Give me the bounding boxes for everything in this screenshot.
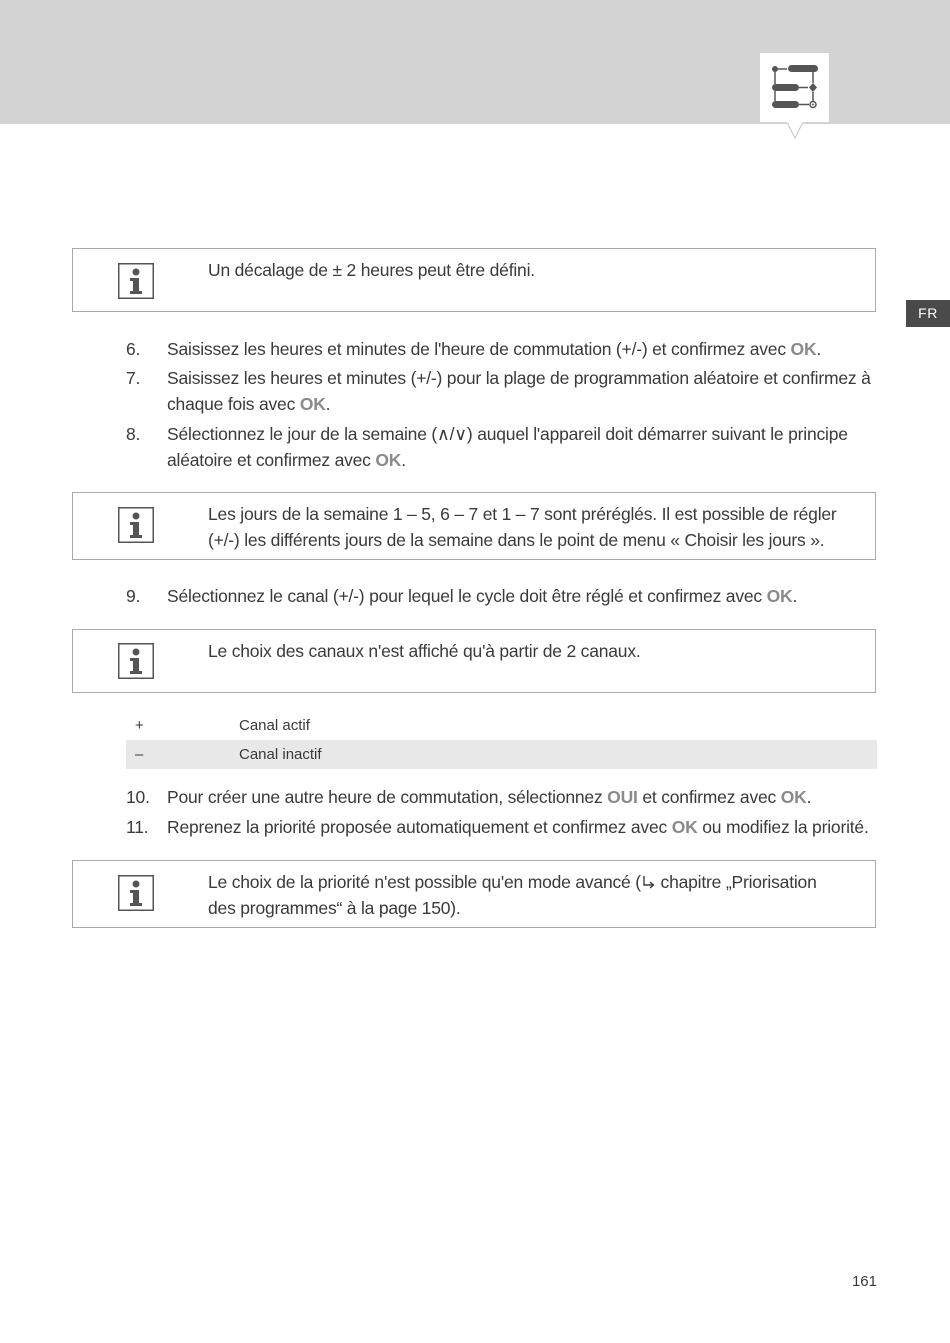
step-text-end: . (325, 394, 331, 414)
step-text: Saisissez les heures et minutes de l'heure de commutation (+/-) et confirmez avec (167, 339, 791, 359)
legend-label: Canal actif (239, 717, 310, 734)
note-text (208, 869, 848, 921)
step-text: Sélectionnez le canal (+/-) pour lequel le cycle doit être réglé et confirmez avec (167, 586, 767, 606)
oui-key-label: OUI (607, 787, 638, 807)
note-text-start: Le choix de la priorité n'est possible qu'en mode avancé ( (208, 872, 641, 892)
step-text: Pour créer une autre heure de commutation, sélectionnez (167, 787, 608, 807)
reference-arrow-icon[interactable] (641, 875, 656, 890)
step-number: 8. (126, 424, 141, 444)
ok-key-label: OK (671, 817, 698, 837)
language-tab: FR (906, 300, 950, 327)
step-text-end: . (816, 339, 822, 359)
page-number: 161 (851, 1273, 877, 1290)
ok-key-label: OK (375, 450, 402, 470)
step-number: 10. (126, 787, 150, 807)
info-icon (118, 263, 154, 299)
step-text-end: ou modifiez la priorité. (697, 817, 869, 837)
legend-row-inactive (126, 740, 877, 769)
legend-row-active (126, 711, 877, 740)
ok-key-label: OK (299, 394, 326, 414)
legend-label: Canal inactif (239, 746, 322, 763)
step-text-end: . (792, 586, 798, 606)
info-note (72, 860, 876, 928)
note-text: Le choix des canaux n'est affiché qu'à partir de 2 canaux. (208, 641, 641, 661)
chapter-reference-link[interactable]: chapitre „Priorisation des programmes“ à la page 150). (208, 872, 817, 918)
ok-key-label: OK (766, 586, 793, 606)
info-note (72, 629, 876, 693)
step-number: 6. (126, 339, 141, 359)
info-note (72, 492, 876, 560)
step-text: Saisissez les heures et minutes (+/-) pour la plage de programmation aléatoire et confirmez à chaque fois avec (167, 368, 871, 414)
info-icon (118, 507, 154, 543)
info-icon (118, 875, 154, 911)
legend-symbol: + (135, 717, 144, 734)
chapter-icon-pointer (787, 122, 803, 140)
info-icon (118, 643, 154, 679)
legend-symbol: – (135, 746, 144, 763)
step-number: 9. (126, 586, 141, 606)
step-number: 7. (126, 368, 141, 388)
info-note (72, 248, 876, 312)
step-text-end: . (806, 787, 812, 807)
chapter-flowchart-icon (760, 53, 829, 122)
note-text: Les jours de la semaine 1 – 5, 6 – 7 et 1 – 7 sont préréglés. Il est possible de régler (+/-) les différents jours de la semaine dans le point de menu « Choisir les jours ». (208, 504, 837, 550)
step-text-mid: et confirmez avec (637, 787, 781, 807)
ok-key-label: OK (780, 787, 807, 807)
note-text: Un décalage de ± 2 heures peut être défini. (208, 260, 535, 280)
step-text: Sélectionnez le jour de la semaine (∧/∨) auquel l'appareil doit démarrer suivant le principe aléatoire et confirmez avec (167, 424, 848, 470)
step-number: 11. (126, 817, 149, 837)
step-text-end: . (401, 450, 406, 470)
ok-key-label: OK (790, 339, 817, 359)
step-text: Reprenez la priorité proposée automatiquement et confirmez avec (167, 817, 672, 837)
